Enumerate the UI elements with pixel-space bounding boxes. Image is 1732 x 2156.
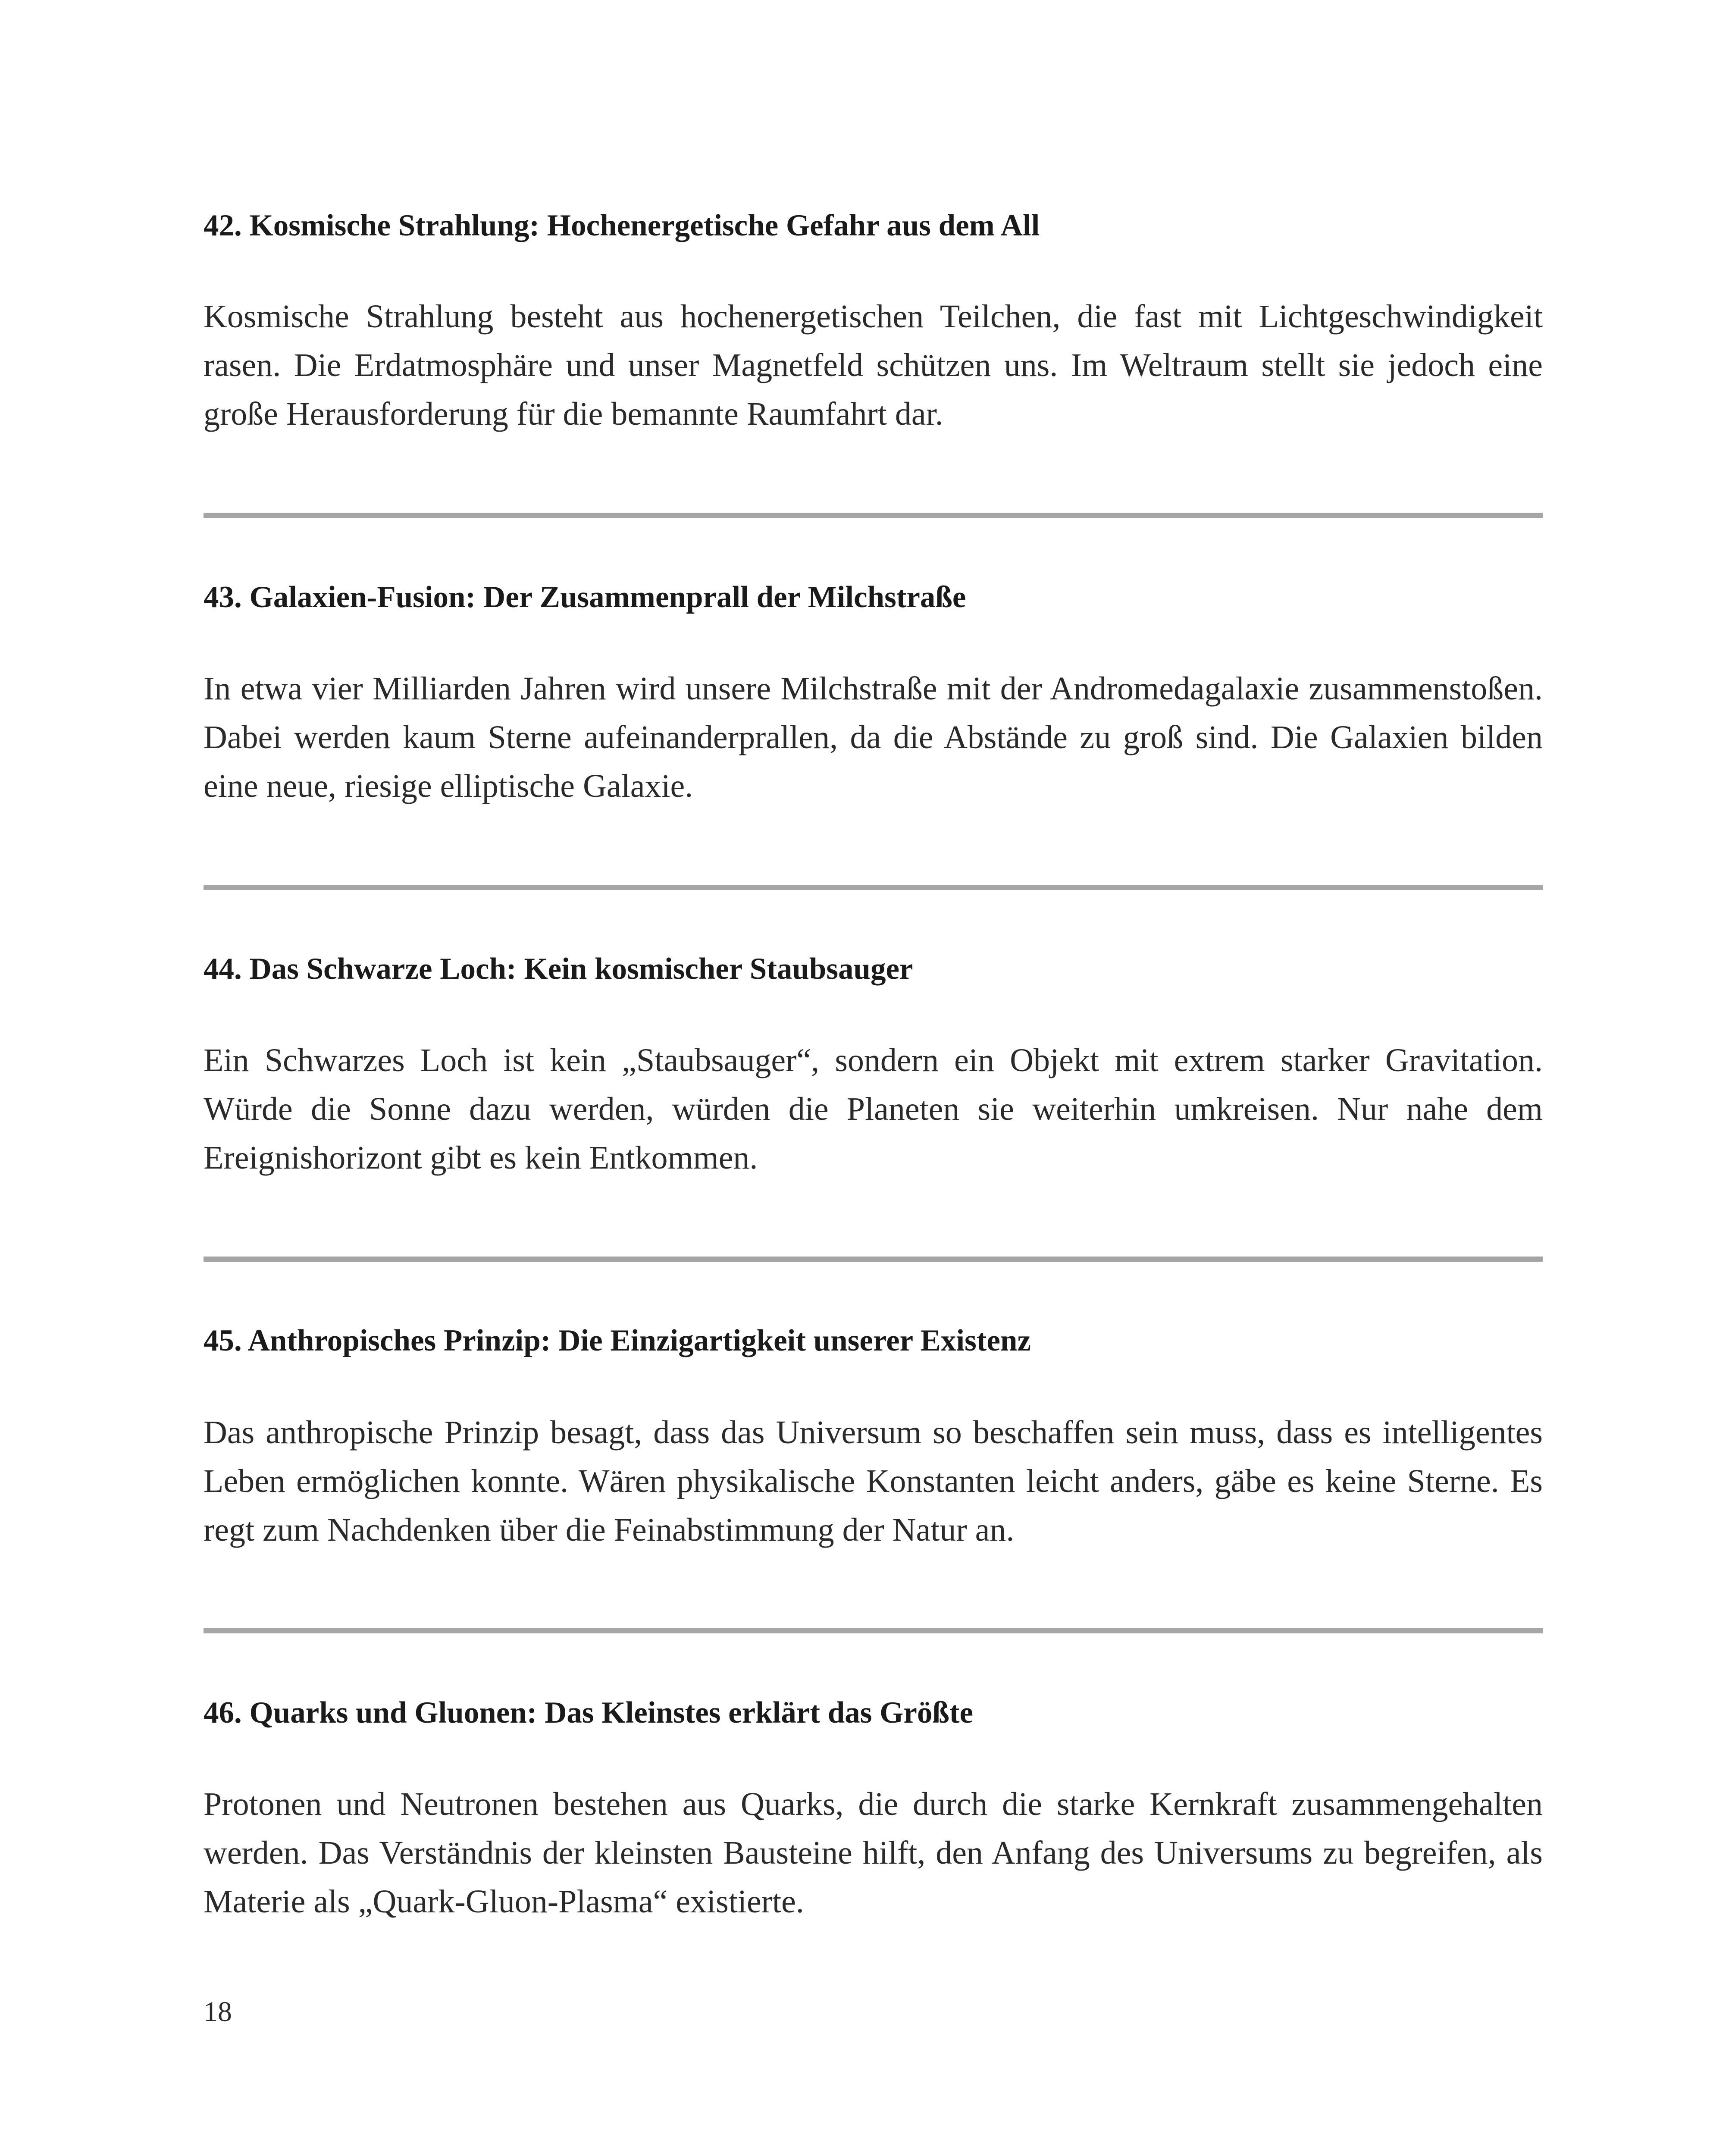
- section-body-44: Ein Schwarzes Loch ist kein „Staubsauger“, sondern ein Objekt mit extrem starker Gravitation. Würde die Sonne dazu werden, würden die Planeten sie weiterhin umkreisen. Nur nahe dem Ereignishorizont gibt es kein Entkommen.: [204, 1042, 1543, 1176]
- section-divider: [204, 1628, 1543, 1633]
- section-heading-44: 44. Das Schwarze Loch: Kein kosmischer Staubsauger: [204, 952, 913, 986]
- section-heading-43: 43. Galaxien-Fusion: Der Zusammenprall der Milchstraße: [204, 580, 966, 614]
- section-divider: [204, 885, 1543, 890]
- section-heading-45: 45. Anthropisches Prinzip: Die Einzigartigkeit unserer Existenz: [204, 1324, 1031, 1357]
- page-number: 18: [204, 1996, 232, 2028]
- section-body-43: In etwa vier Milliarden Jahren wird unsere Milchstraße mit der Andromedagalaxie zusammenstoßen. Dabei werden kaum Sterne aufeinanderprallen, da die Abstände zu groß sind. Die Galaxien bilden eine neue, riesige elliptische Galaxie.: [204, 671, 1543, 804]
- section-body-45: Das anthropische Prinzip besagt, dass das Universum so beschaffen sein muss, dass es intelligentes Leben ermöglichen konnte. Wären physikalische Konstanten leicht anders, gäbe es keine Sterne. Es regt zum Nachdenken über die Feinabstimmung der Natur an.: [204, 1414, 1543, 1548]
- section-heading-42: 42. Kosmische Strahlung: Hochenergetische Gefahr aus dem All: [204, 209, 1040, 242]
- section-body-42: Kosmische Strahlung besteht aus hochenergetischen Teilchen, die fast mit Lichtgeschwindigkeit rasen. Die Erdatmosphäre und unser Magnetfeld schützen uns. Im Weltraum stellt sie jedoch eine große Herausforderung für die bemannte Raumfahrt dar.: [204, 298, 1543, 432]
- section-divider: [204, 513, 1543, 518]
- section-divider: [204, 1257, 1543, 1262]
- section-heading-46: 46. Quarks und Gluonen: Das Kleinstes erklärt das Größte: [204, 1696, 974, 1730]
- section-body-46: Protonen und Neutronen bestehen aus Quarks, die durch die starke Kernkraft zusammengehalten werden. Das Verständnis der kleinsten Bausteine hilft, den Anfang des Universums zu begreifen, als Materie als „Quark-Gluon-Plasma“ existierte.: [204, 1786, 1543, 1920]
